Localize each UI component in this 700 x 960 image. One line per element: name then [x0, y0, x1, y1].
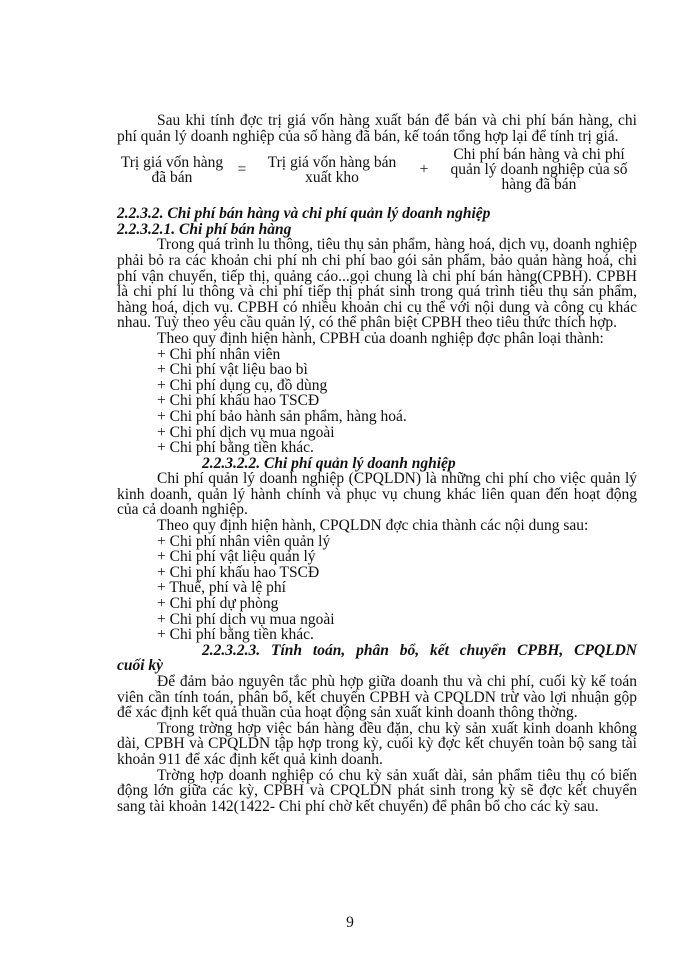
intro-paragraph: Sau khi tính đợc trị giá vốn hàng xuất bán để bán và chi phí bán hàng, chi phí quản lý doanh nghiệp của số hàng đã bán, kế toán tổng hợp lại để tính trị giá.	[117, 112, 637, 145]
subsection-heading-allocation: 2.2.3.2.3. Tính toán, phân bổ, kết chuyển CPBH, CPQLDN	[202, 641, 637, 659]
page-content	[117, 113, 637, 814]
list-item: + Chi phí khấu hao TSCĐ	[157, 563, 320, 581]
list-item: + Chi phí dự phòng	[157, 595, 279, 613]
list-item: + Chi phí dịch vụ mua ngoài	[157, 610, 335, 628]
formula-plus: +	[419, 161, 429, 179]
list-item: + Chi phí bằng tiền khác.	[157, 439, 314, 457]
list-item: + Chi phí dịch vụ mua ngoài	[157, 423, 335, 441]
formula-equals: =	[237, 161, 247, 179]
list-item: + Chi phí khấu hao TSCĐ	[157, 392, 320, 410]
cpbh-list	[117, 347, 637, 456]
cpqldn-paragraph: Chi phí quản lý doanh nghiệp (CPQLDN) là những chi phí cho việc quản lý kinh doanh, quản lý hành chính và phục vụ chung khác liên quan đến hoạt động của cả doanh nghiệp.	[117, 470, 637, 519]
list-item: + Chi phí dụng cụ, đồ dùng	[157, 376, 328, 394]
list-item: + Chi phí nhân viên quản lý	[157, 532, 331, 550]
list-item: + Chi phí bằng tiền khác.	[157, 626, 314, 644]
subsection-heading-allocation-cont: cuối kỳ	[117, 657, 164, 675]
cpqldn-list	[117, 534, 637, 643]
list-item: + Thuế, phí và lệ phí	[157, 579, 286, 597]
allocation-paragraph-2: Trong trờng hợp việc bán hàng đều đặn, chu kỳ sản xuất kinh doanh không dài, CPBH và CPQLDN tập hợp trong kỳ, cuối kỳ đợc kết chuyển toàn bộ sang tài khoản 911 để xác định kết quả kinh doanh.	[117, 719, 637, 768]
list-item: + Chi phí bảo hành sản phẩm, hàng hoá.	[157, 407, 407, 425]
formula-term-1: Trị giá vốn hàng bán xuất kho	[267, 153, 397, 186]
formula-lhs: Trị giá vốn hàng đã bán	[120, 153, 224, 186]
page-number: 9	[346, 914, 354, 931]
cpbh-paragraph: Trong quá trình lu thông, tiêu thụ sản phẩm, hàng hoá, dịch vụ, doanh nghiệp phải bỏ ra các khoản chi phí nh chi phí bao gói sản phẩm, bảo quản hàng hoá, chi phí vận chuyển, tiếp thị, quảng cáo...gọi chung là chi phí bán hàng(CPBH). CPBH là chi phí lu thông và chi phí tiếp thị phát sinh trong quá trình tiêu thụ sản phẩm, hàng hoá, dịch vụ. CPBH có nhiều khoản chi cụ thể với nội dung và công cụ khác nhau. Tuỳ theo yêu cầu quản lý, có thể phân biệt CPBH theo tiêu thức thích hợp.	[117, 236, 637, 332]
allocation-paragraph-3: Trờng hợp doanh nghiệp có chu kỳ sản xuất dài, sản phẩm tiêu thụ có biến động lớn giữa các kỳ, CPBH và CPQLDN phát sinh trong kỳ sẽ đợc kết chuyển sang tài khoản 142(1422- Chi phí chờ kết chuyển) để phân bổ cho các kỳ sau.	[117, 766, 637, 815]
cpbh-classification: Theo quy định hiện hành, CPBH của doanh nghiệp đợc phân loại thành:	[157, 329, 604, 347]
subsection-heading-cpbh: 2.2.3.2.1. Chi phí bán hàng	[117, 220, 292, 238]
cost-formula	[117, 147, 637, 192]
subsection-heading-cpqldn: 2.2.3.2.2. Chi phí quản lý doanh nghiệp	[202, 454, 456, 472]
section-heading-cpbh-cpqldn: 2.2.3.2. Chi phí bán hàng và chi phí quản lý doanh nghiệp	[117, 205, 491, 223]
allocation-paragraph-1: Để đảm bảo nguyên tắc phù hợp giữa doanh thu và chi phí, cuối kỳ kế toán viên cần tính toán, phân bổ, kết chuyển CPBH và CPQLDN trừ vào lợi nhuận gộp để xác định kết quả thuần của hoạt động sản xuất kinh doanh thông thờng.	[117, 673, 637, 722]
formula-term-2: Chi phí bán hàng và chi phí quản lý doanh nghiệp của số hàng đã bán	[450, 146, 628, 194]
cpqldn-classification: Theo quy định hiện hành, CPQLDN đợc chia thành các nội dung sau:	[157, 517, 589, 535]
list-item: + Chi phí nhân viên	[157, 345, 281, 363]
list-item: + Chi phí vật liệu quản lý	[157, 548, 316, 566]
list-item: + Chi phí vật liệu bao bì	[157, 361, 308, 379]
